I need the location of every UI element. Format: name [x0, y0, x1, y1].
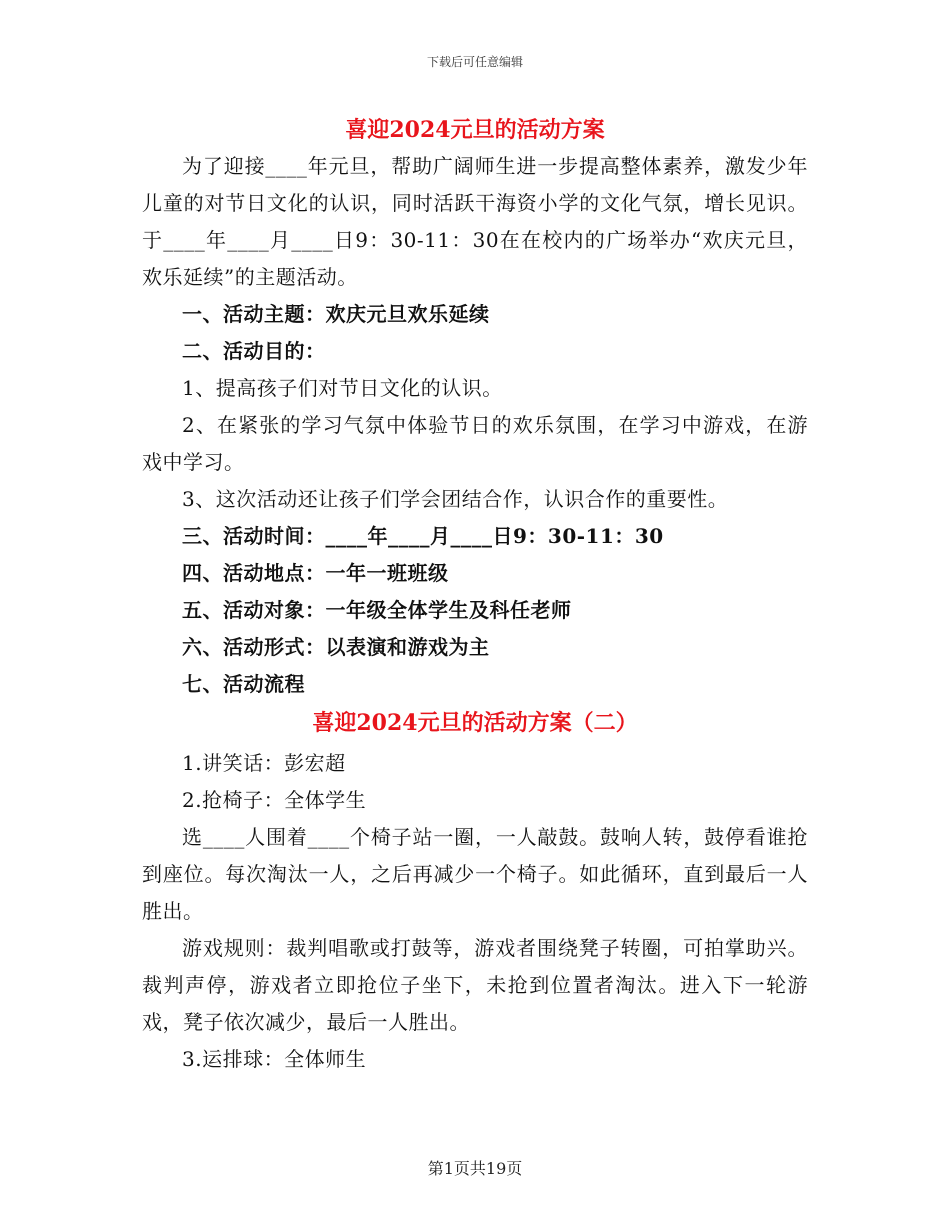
program-item-2: 2.抢椅子：全体学生	[182, 788, 367, 812]
program-item-3: 3.运排球：全体师生	[182, 1047, 367, 1071]
purpose-item-3: 3、这次活动还让孩子们学会团结合作，认识合作的重要性。	[182, 487, 729, 511]
page-footer: 第1页共19页	[427, 1159, 523, 1178]
section-time: 三、活动时间：____年____月____日9：30-11：30	[182, 524, 664, 548]
document-body	[142, 112, 808, 1078]
document-title-part-2: 喜迎2024元旦的活动方案（二）	[312, 710, 638, 736]
section-process: 七、活动流程	[182, 672, 305, 696]
page-header: 下载后可任意编辑	[426, 55, 523, 69]
purpose-item-1: 1、提高孩子们对节日文化的认识。	[182, 376, 503, 400]
document-title: 喜迎2024元旦的活动方案	[345, 117, 605, 143]
section-theme: 一、活动主题：欢庆元旦欢乐延续	[182, 302, 490, 326]
section-purpose: 二、活动目的：	[182, 339, 326, 363]
section-location: 四、活动地点：一年一班班级	[182, 561, 449, 585]
game-rules-paragraph: 游戏规则：裁判唱歌或打鼓等，游戏者围绕凳子转圈，可拍掌助兴。裁判声停，游戏者立即抢位子坐下，未抢到位置者淘汰。进入下一轮游戏，凳子依次减少，最后一人胜出。	[142, 936, 808, 1034]
section-format: 六、活动形式：以表演和游戏为主	[182, 635, 490, 659]
section-audience: 五、活动对象：一年级全体学生及科任老师	[182, 598, 572, 622]
program-item-1: 1.讲笑话：彭宏超	[182, 751, 346, 775]
intro-paragraph: 为了迎接____年元旦，帮助广阔师生进一步提高整体素养，激发少年儿童的对节日文化的认识，同时活跃干海资小学的文化气氛，增长见识。于____年____月____日9：30-11：30在在校内的广场举办“欢庆元旦，欢乐延续”的主题活动。	[142, 154, 808, 289]
purpose-item-2: 2、在紧张的学习气氛中体验节日的欢乐氛围，在学习中游戏，在游戏中学习。	[142, 413, 808, 474]
game-description-paragraph: 选____人围着____个椅子站一圈，一人敲鼓。鼓响人转，鼓停看谁抢到座位。每次淘汰一人，之后再减少一个椅子。如此循环，直到最后一人胜出。	[142, 825, 808, 923]
